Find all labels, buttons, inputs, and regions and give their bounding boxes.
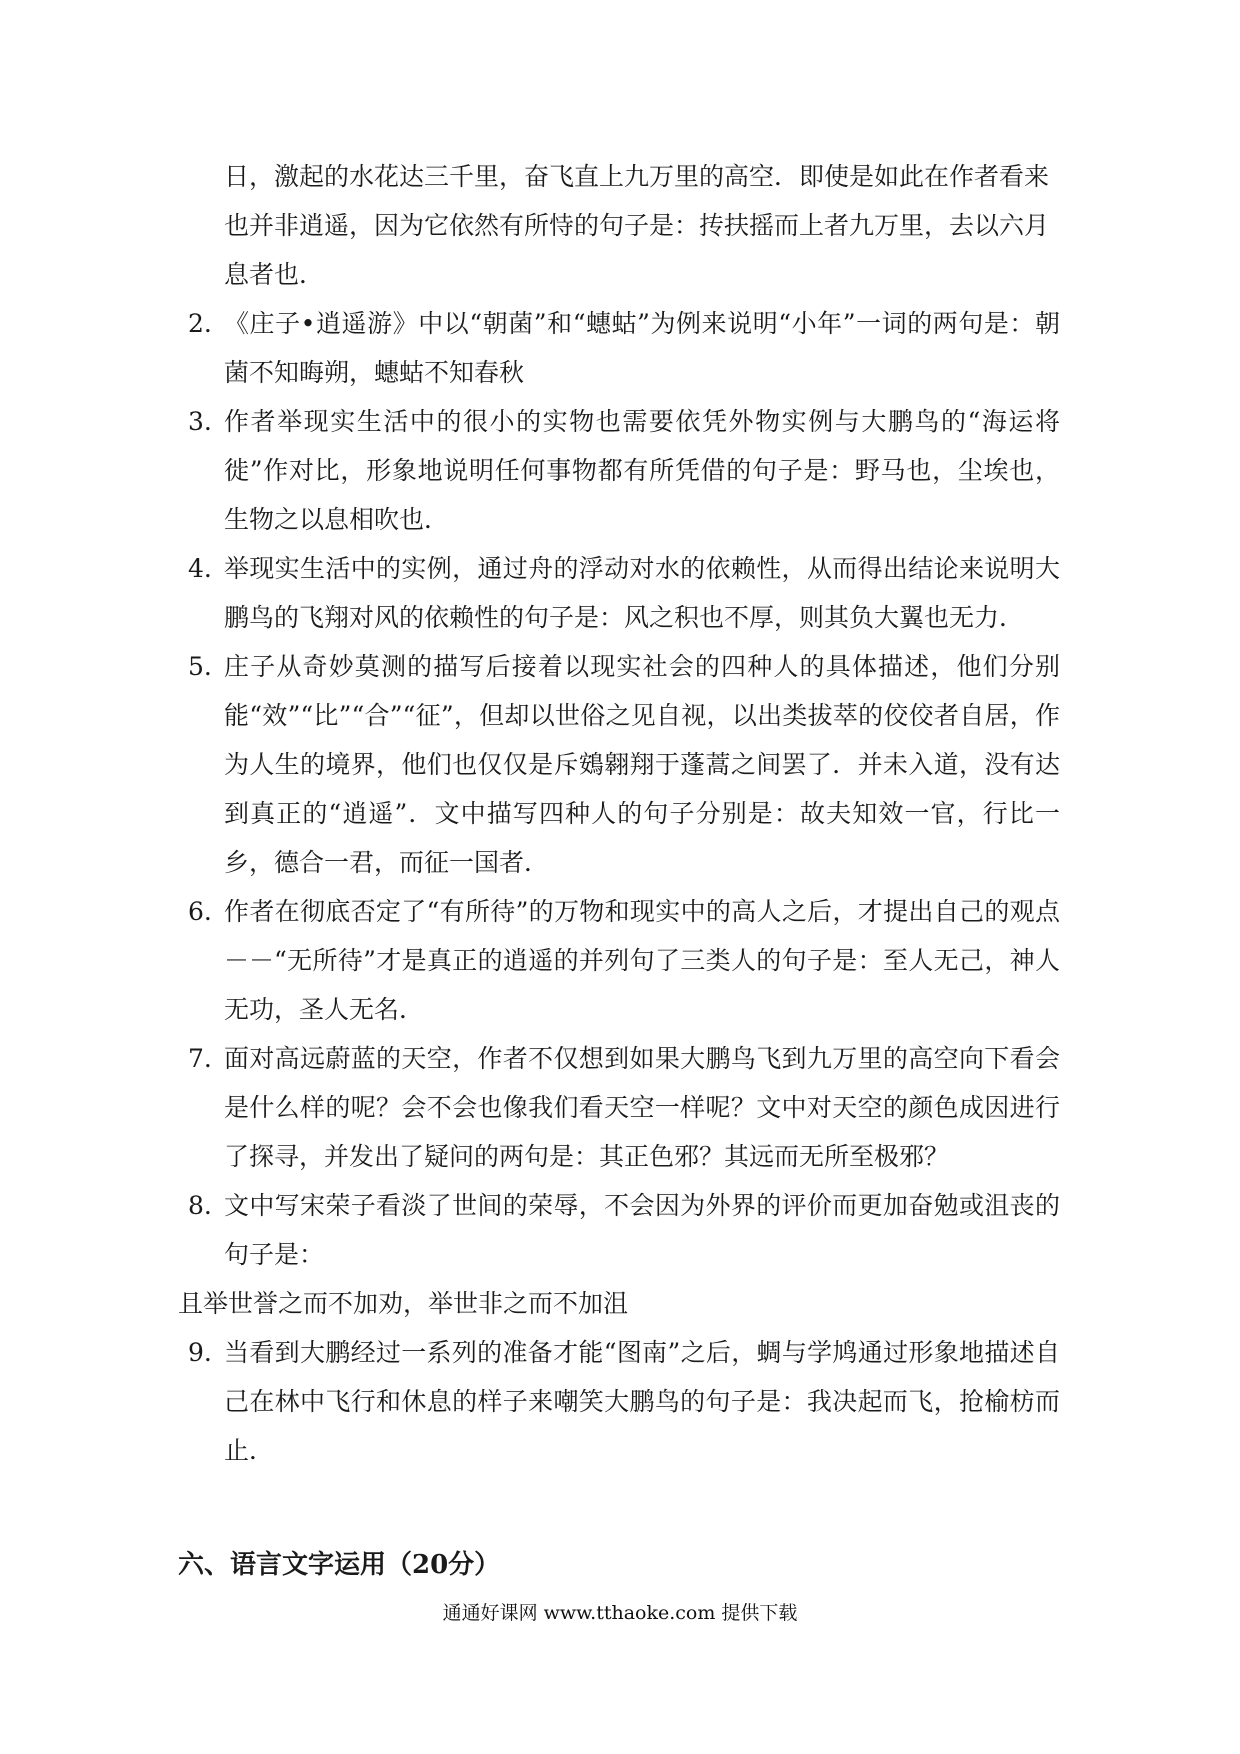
list-item-4 [188, 544, 1060, 642]
list-item-3 [188, 397, 1060, 544]
list-item-8 [188, 1181, 1060, 1279]
list-item-5 [188, 642, 1060, 887]
item-text: 举现实生活中的实例，通过舟的浮动对水的依赖性，从而得出结论来说明大鹏鸟的飞翔对风的依赖性的句子是：风之积也不厚，则其负大翼也无力． [224, 554, 1060, 632]
footer-source: 通通好课网 www.tthaoke.com 提供下载 [442, 1602, 798, 1624]
list-item-2 [188, 299, 1060, 397]
item-number: 6. [188, 897, 212, 926]
item-text: 文中写宋荣子看淡了世间的荣辱，不会因为外界的评价而更加奋勉或沮丧的句子是： [224, 1191, 1060, 1269]
item-number: 9. [188, 1338, 212, 1367]
item-text: 作者在彻底否定了“有所待”的万物和现实中的高人之后，才提出自己的观点－－“无所待”才是真正的逍遥的并列句了三类人的句子是：至人无己，神人无功，圣人无名． [224, 897, 1060, 1024]
lead-paragraph: 日，激起的水花达三千里，奋飞直上九万里的高空．即使是如此在作者看来也并非逍遥，因为它依然有所恃的句子是：抟扶摇而上者九万里，去以六月息者也． [224, 162, 1050, 289]
item-number: 2. [188, 309, 212, 338]
item-text: 作者举现实生活中的很小的实物也需要依凭外物实例与大鹏鸟的“海运将徙”作对比，形象地说明任何事物都有所凭借的句子是：野马也，尘埃也，生物之以息相吹也． [224, 407, 1060, 534]
section-title: 六、语言文字运用（20分） [178, 1550, 501, 1580]
document-body [178, 152, 1060, 1585]
item-number: 4. [188, 554, 212, 583]
item-text: 当看到大鹏经过一系列的准备才能“图南”之后，蜩与学鸠通过形象地描述自己在林中飞行和休息的样子来嘲笑大鹏鸟的句子是：我决起而飞，抢榆枋而止． [224, 1338, 1060, 1465]
item-number: 8. [188, 1191, 212, 1220]
item-text: 面对高远蔚蓝的天空，作者不仅想到如果大鹏鸟飞到九万里的高空向下看会是什么样的呢？会不会也像我们看天空一样呢？文中对天空的颜色成因进行了探寻，并发出了疑问的两句是：其正色邪？其远而无所至极邪？ [224, 1044, 1060, 1171]
list-item-6 [188, 887, 1060, 1034]
item-number: 7. [188, 1044, 212, 1073]
item-text: 庄子从奇妙莫测的描写后接着以现实社会的四种人的具体描述，他们分别能“效”“比”“合”“征”，但却以世俗之见自视，以出类拔萃的佼佼者自居，作为人生的境界，他们也仅仅是斥鴳翱翔于蓬蒿之间罢了．并未入道，没有达到真正的“逍遥”．文中描写四种人的句子分别是：故夫知效一官，行比一乡，德合一君，而征一国者． [224, 652, 1060, 877]
item-8-answer: 且举世誉之而不加劝，举世非之而不加沮 [178, 1289, 629, 1318]
list-item-9 [188, 1328, 1060, 1475]
item-number: 3. [188, 407, 212, 436]
item-number: 5. [188, 652, 212, 681]
item-text: 《庄子•逍遥游》中以“朝菌”和“蟪蛄”为例来说明“小年”一词的两句是：朝菌不知晦朔，蟪蛄不知春秋 [224, 309, 1060, 387]
list-item-7 [188, 1034, 1060, 1181]
